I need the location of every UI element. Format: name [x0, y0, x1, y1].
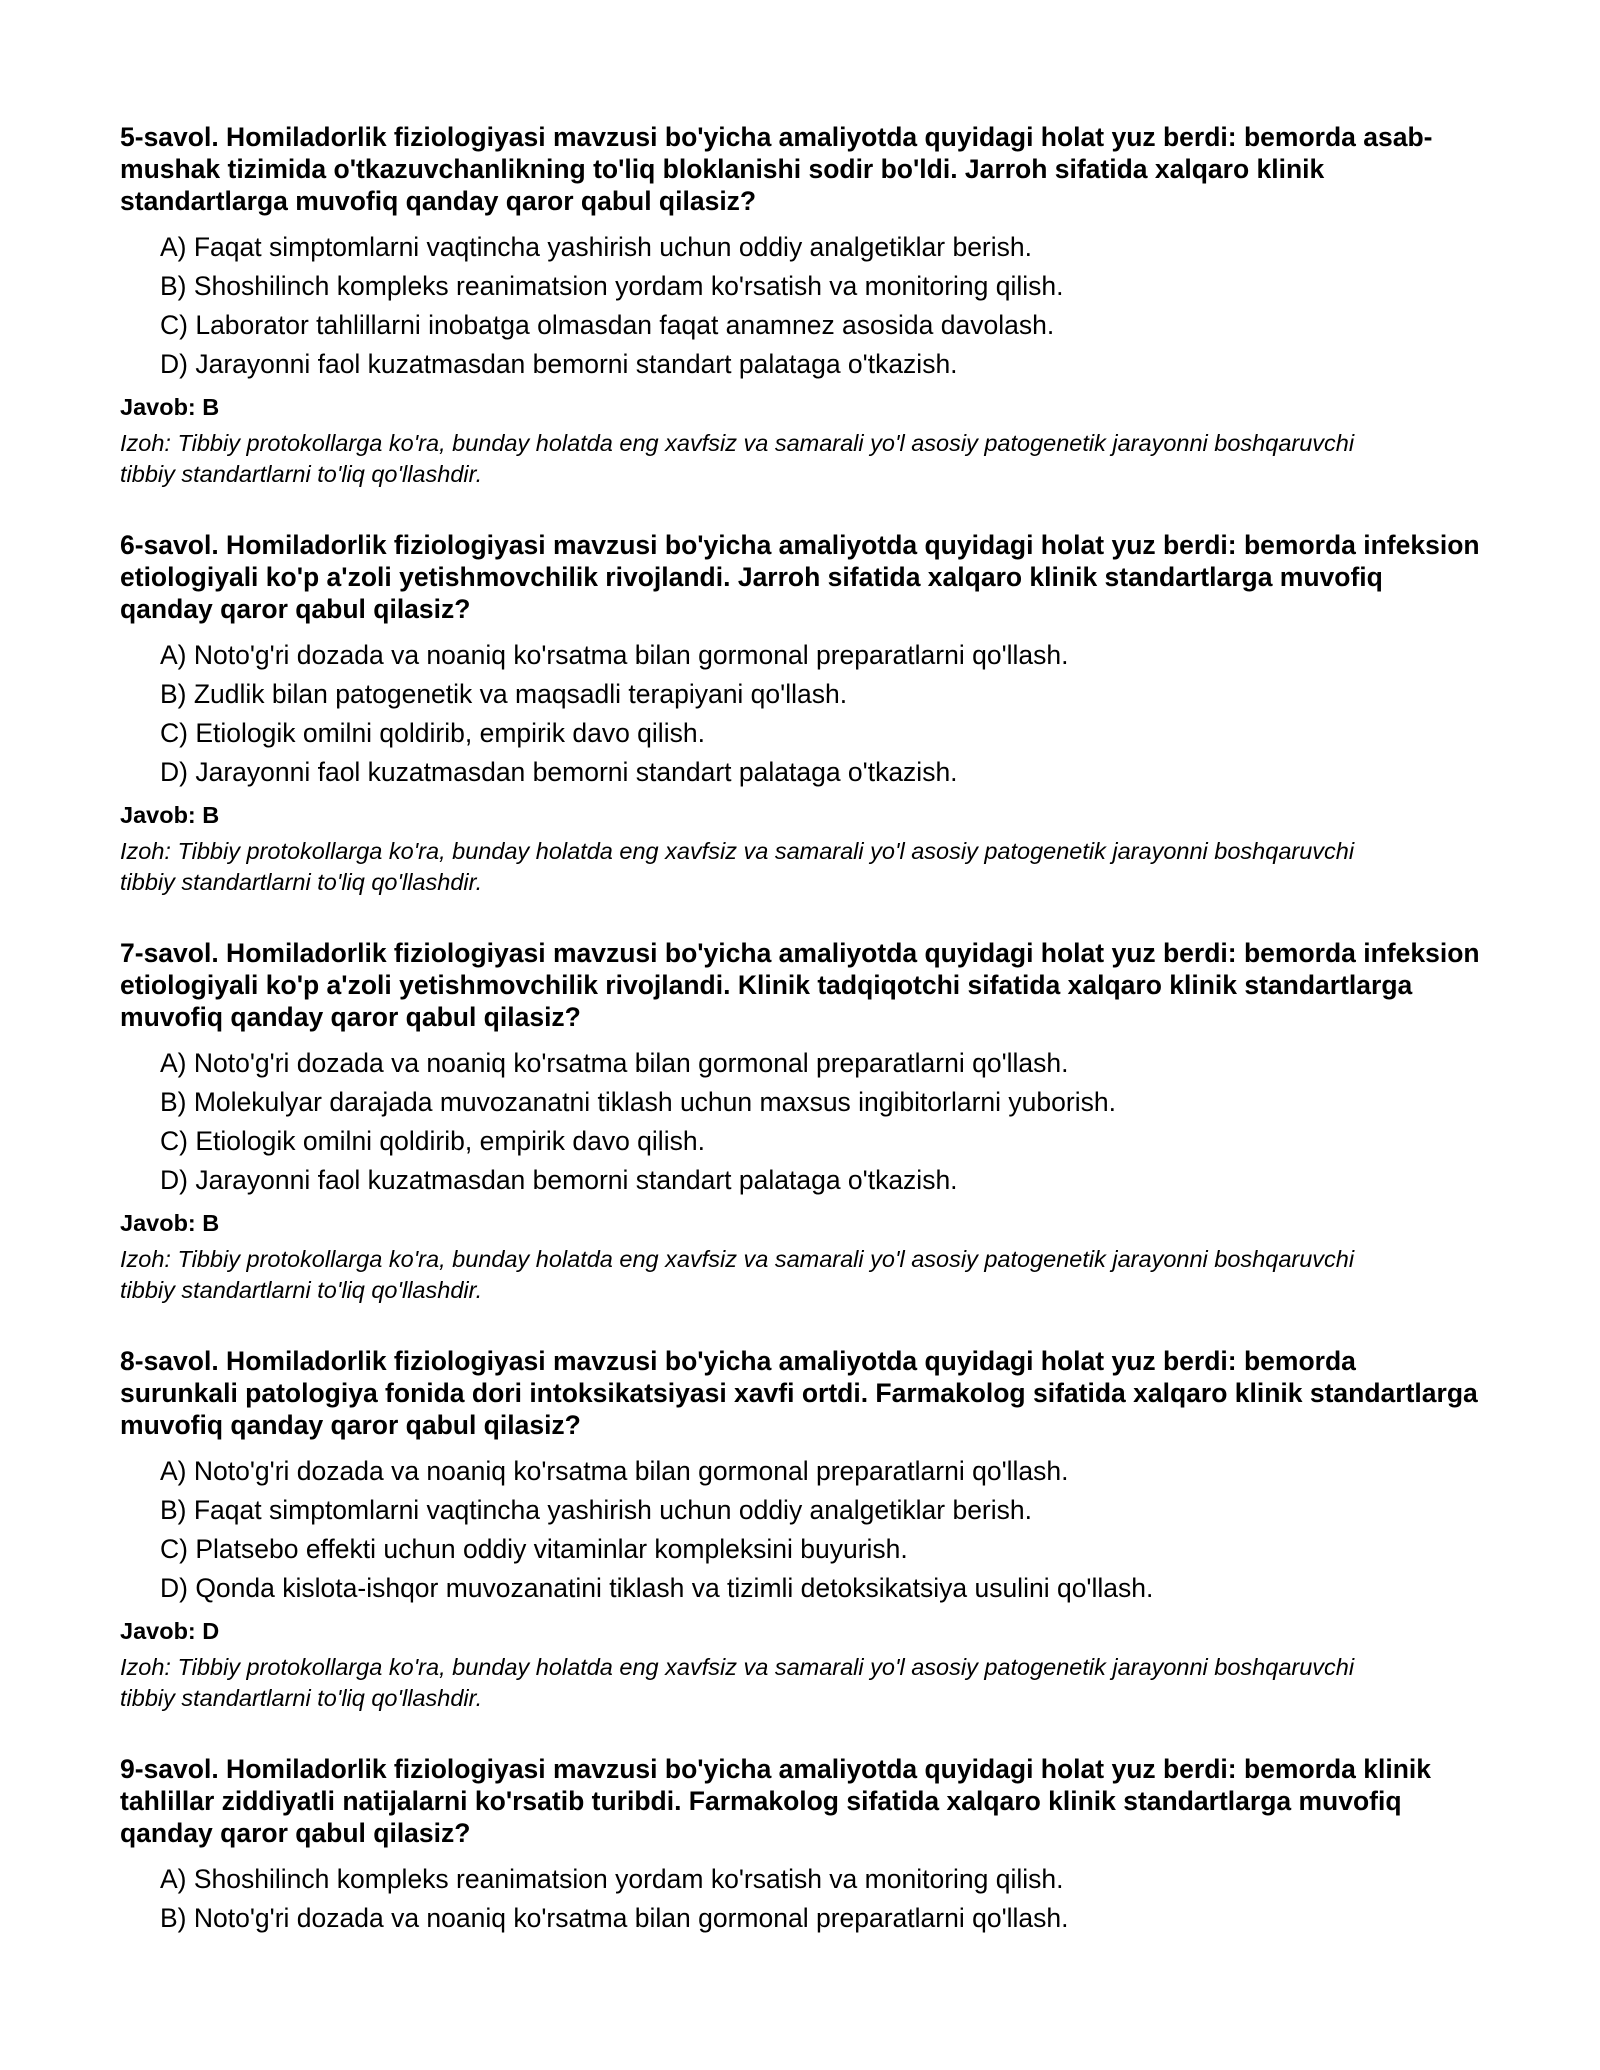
option-d: D) Qonda kislota-ishqor muvozanatini tiklash va tizimli detoksikatsiya usulini qo'llash. [160, 1573, 1154, 1603]
option-a: A) Noto'g'ri dozada va noaniq ko'rsatma bilan gormonal preparatlarni qo'llash. [160, 1048, 1069, 1078]
option-b: B) Molekulyar darajada muvozanatni tiklash uchun maxsus ingibitorlarni yuborish. [160, 1087, 1116, 1117]
explanation-text: Izoh: Tibbiy protokollarga ko'ra, bunday holatda eng xavfsiz va samarali yo'l asosiy patogenetik jarayonni boshqaruvchi tibbiy standartlarni to'liq qo'llashdir. [120, 430, 1355, 487]
options-list [160, 636, 1480, 792]
answer-label: Javob: B [120, 1210, 220, 1236]
option-a: A) Faqat simptomlarni vaqtincha yashirish uchun oddiy analgetiklar berish. [160, 232, 1032, 262]
options-list [160, 1452, 1480, 1608]
explanation-text: Izoh: Tibbiy protokollarga ko'ra, bunday holatda eng xavfsiz va samarali yo'l asosiy patogenetik jarayonni boshqaruvchi tibbiy standartlarni to'liq qo'llashdir. [120, 838, 1355, 895]
options-list [160, 228, 1480, 384]
explanation-text: Izoh: Tibbiy protokollarga ko'ra, bunday holatda eng xavfsiz va samarali yo'l asosiy patogenetik jarayonni boshqaruvchi tibbiy standartlarni to'liq qo'llashdir. [120, 1246, 1355, 1303]
option-b: B) Faqat simptomlarni vaqtincha yashirish uchun oddiy analgetiklar berish. [160, 1495, 1032, 1525]
option-c: C) Etiologik omilni qoldirib, empirik davo qilish. [160, 1126, 705, 1156]
question-9 [120, 1753, 1480, 1938]
question-8 [120, 1345, 1480, 1714]
option-d: D) Jarayonni faol kuzatmasdan bemorni standart palataga o'tkazish. [160, 757, 958, 787]
option-a: A) Shoshilinch kompleks reanimatsion yordam ko'rsatish va monitoring qilish. [160, 1864, 1064, 1894]
options-list [160, 1860, 1480, 1938]
option-d: D) Jarayonni faol kuzatmasdan bemorni standart palataga o'tkazish. [160, 349, 958, 379]
option-d: D) Jarayonni faol kuzatmasdan bemorni standart palataga o'tkazish. [160, 1165, 958, 1195]
options-list [160, 1044, 1480, 1200]
question-text: 5-savol. Homiladorlik fiziologiyasi mavzusi bo'yicha amaliyotda quyidagi holat yuz berdi: bemorda asab-mushak tizimida o'tkazuvchanlikning to'liq bloklanishi sodir bo'ldi. Jarroh sifatida xalqaro klinik standartlarga muvofiq qanday qaror qabul qilasiz? [120, 122, 1433, 216]
answer-label: Javob: B [120, 394, 220, 420]
question-text: 8-savol. Homiladorlik fiziologiyasi mavzusi bo'yicha amaliyotda quyidagi holat yuz berdi: bemorda surunkali patologiya fonida dori intoksikatsiyasi xavfi ortdi. Farmakolog sifatida xalqaro klinik standartlarga muvofiq qanday qaror qabul qilasiz? [120, 1346, 1478, 1440]
option-b: B) Zudlik bilan patogenetik va maqsadli terapiyani qo'llash. [160, 679, 848, 709]
explanation-text: Izoh: Tibbiy protokollarga ko'ra, bunday holatda eng xavfsiz va samarali yo'l asosiy patogenetik jarayonni boshqaruvchi tibbiy standartlarni to'liq qo'llashdir. [120, 1654, 1355, 1711]
question-text: 9-savol. Homiladorlik fiziologiyasi mavzusi bo'yicha amaliyotda quyidagi holat yuz berdi: bemorda klinik tahlillar ziddiyatli natijalarni ko'rsatib turibdi. Farmakolog sifatida xalqaro klinik standartlarga muvofiq qanday qaror qabul qilasiz? [120, 1754, 1431, 1848]
option-c: C) Etiologik omilni qoldirib, empirik davo qilish. [160, 718, 705, 748]
option-b: B) Noto'g'ri dozada va noaniq ko'rsatma bilan gormonal preparatlarni qo'llash. [160, 1903, 1069, 1933]
answer-label: Javob: B [120, 802, 220, 828]
option-a: A) Noto'g'ri dozada va noaniq ko'rsatma bilan gormonal preparatlarni qo'llash. [160, 1456, 1069, 1486]
question-6 [120, 529, 1480, 898]
option-a: A) Noto'g'ri dozada va noaniq ko'rsatma bilan gormonal preparatlarni qo'llash. [160, 640, 1069, 670]
question-text: 6-savol. Homiladorlik fiziologiyasi mavzusi bo'yicha amaliyotda quyidagi holat yuz berdi: bemorda infeksion etiologiyali ko'p a'zoli yetishmovchilik rivojlandi. Jarroh sifatida xalqaro klinik standartlarga muvofiq qanday qaror qabul qilasiz? [120, 530, 1480, 624]
answer-label: Javob: D [120, 1618, 220, 1644]
question-7 [120, 937, 1480, 1306]
question-5 [120, 121, 1480, 490]
question-text: 7-savol. Homiladorlik fiziologiyasi mavzusi bo'yicha amaliyotda quyidagi holat yuz berdi: bemorda infeksion etiologiyali ko'p a'zoli yetishmovchilik rivojlandi. Klinik tadqiqotchi sifatida xalqaro klinik standartlarga muvofiq qanday qaror qabul qilasiz? [120, 938, 1480, 1032]
option-c: C) Laborator tahlillarni inobatga olmasdan faqat anamnez asosida davolash. [160, 310, 1055, 340]
option-c: C) Platsebo effekti uchun oddiy vitaminlar kompleksini buyurish. [160, 1534, 908, 1564]
option-b: B) Shoshilinch kompleks reanimatsion yordam ko'rsatish va monitoring qilish. [160, 271, 1064, 301]
